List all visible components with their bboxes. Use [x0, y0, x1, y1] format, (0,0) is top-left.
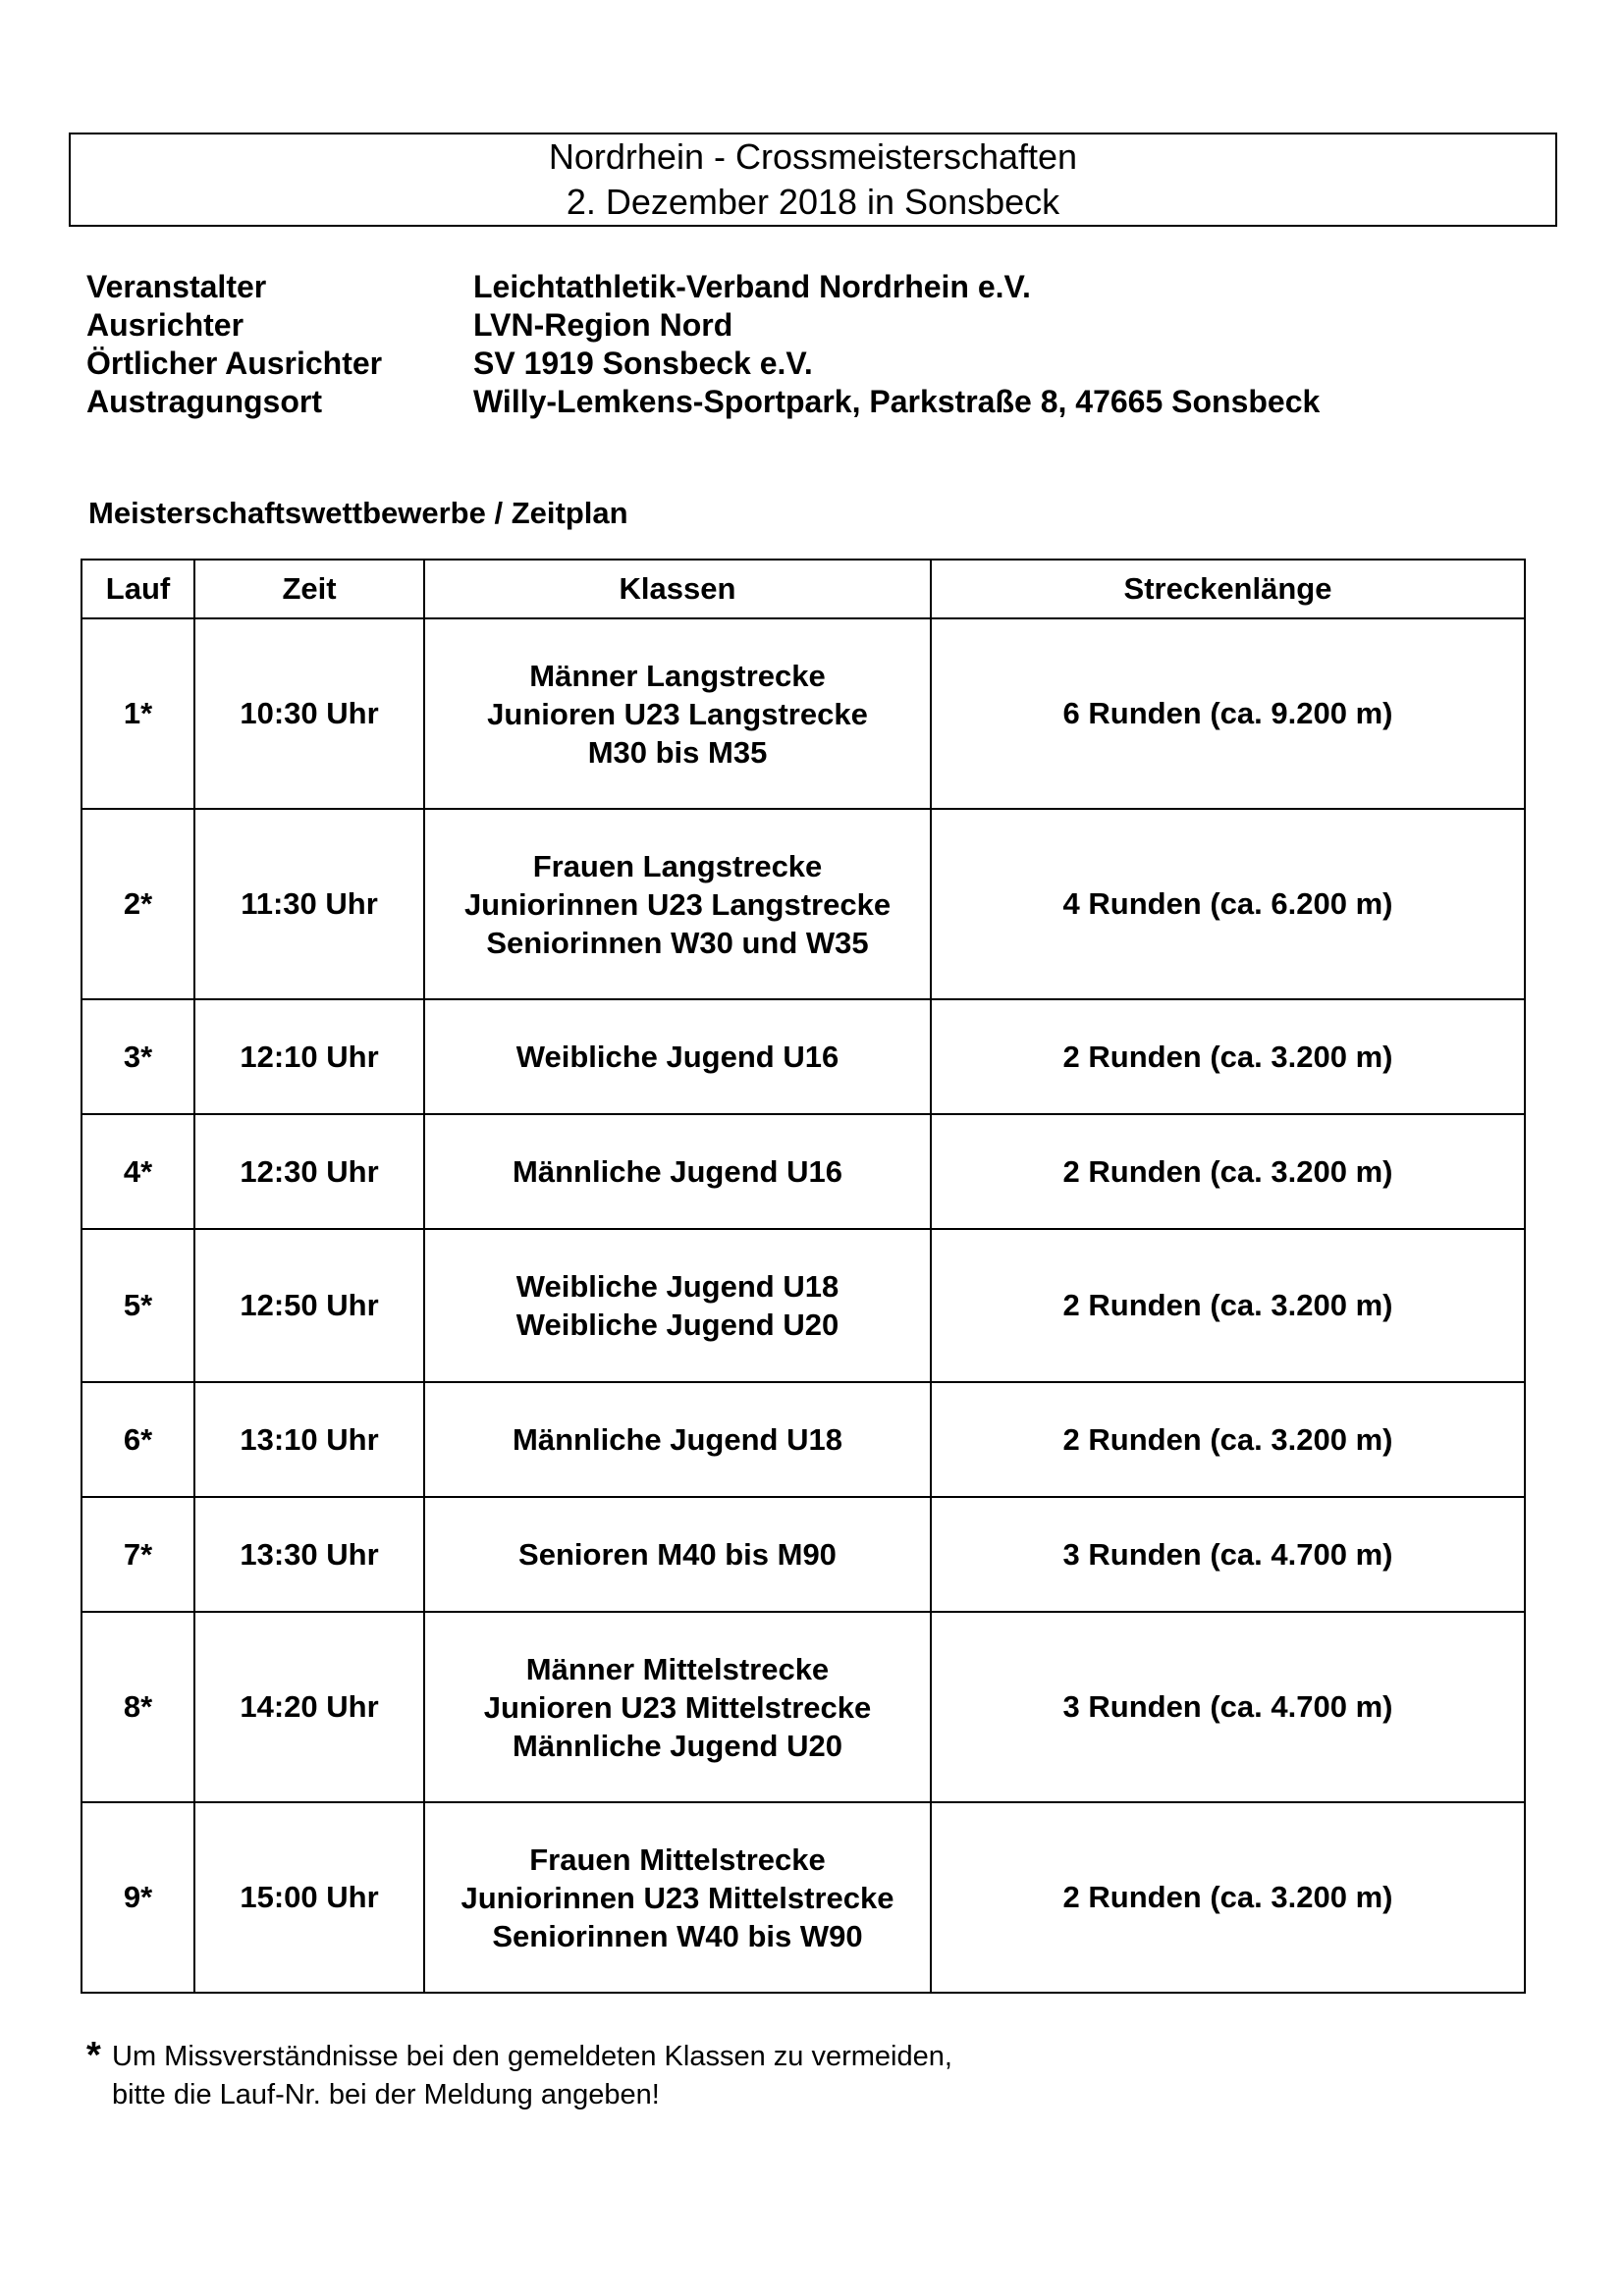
cell-lauf: 8*: [81, 1612, 194, 1802]
table-row: [81, 618, 1525, 809]
footnote-line-1: Um Missverständnisse bei den gemeldeten Klassen zu vermeiden,: [112, 2041, 952, 2072]
cell-klassen: [424, 1229, 931, 1382]
klasse-line: M30 bis M35: [587, 734, 768, 770]
klasse-line: Frauen Mittelstrecke: [529, 1842, 826, 1877]
klasse-line: Weibliche Jugend U16: [515, 1040, 839, 1074]
cell-lauf: 4*: [81, 1114, 194, 1229]
cell-lauf: 9*: [81, 1802, 194, 1993]
section-title: Meisterschaftswettbewerbe / Zeitplan: [88, 496, 628, 530]
cell-strecke: 2 Runden (ca. 3.200 m): [931, 1229, 1525, 1382]
klasse-line: Juniorinnen U23 Mittelstrecke: [460, 1880, 894, 1915]
info-label: Austragungsort: [86, 384, 322, 419]
event-info: [86, 268, 1320, 421]
cell-klassen: [424, 999, 931, 1114]
cell-klassen: [424, 1382, 931, 1497]
cell-strecke: 3 Runden (ca. 4.700 m): [931, 1612, 1525, 1802]
table-row: [81, 809, 1525, 999]
table-row: [81, 1229, 1525, 1382]
info-row-austragungsort: [86, 383, 1320, 421]
cell-klassen: [424, 618, 931, 809]
cell-zeit: 13:10 Uhr: [194, 1382, 424, 1497]
table-row: [81, 1612, 1525, 1802]
cell-strecke: 2 Runden (ca. 3.200 m): [931, 1802, 1525, 1993]
klasse-line: Seniorinnen W40 bis W90: [492, 1918, 863, 1953]
info-label: Ausrichter: [86, 307, 244, 343]
footnote-text: [112, 2038, 952, 2114]
cell-zeit: 12:10 Uhr: [194, 999, 424, 1114]
cell-zeit: 12:50 Uhr: [194, 1229, 424, 1382]
info-row-ausrichter: [86, 306, 1320, 345]
klasse-line: Seniorinnen W30 und W35: [486, 925, 869, 960]
cell-lauf: 3*: [81, 999, 194, 1114]
klasse-line: Frauen Langstrecke: [532, 848, 823, 883]
title-line-2: 2. Dezember 2018 in Sonsbeck: [566, 182, 1060, 222]
klasse-line: Senioren M40 bis M90: [518, 1537, 837, 1572]
header-streckenlaenge: Streckenlänge: [931, 560, 1525, 618]
cell-strecke: 2 Runden (ca. 3.200 m): [931, 999, 1525, 1114]
klasse-line: Männer Langstrecke: [529, 658, 826, 693]
cell-strecke: 4 Runden (ca. 6.200 m): [931, 809, 1525, 999]
cell-zeit: 12:30 Uhr: [194, 1114, 424, 1229]
info-value: LVN-Region Nord: [473, 307, 733, 343]
table-row: [81, 999, 1525, 1114]
cell-zeit: 11:30 Uhr: [194, 809, 424, 999]
cell-klassen: [424, 1802, 931, 1993]
cell-lauf: 2*: [81, 809, 194, 999]
cell-lauf: 6*: [81, 1382, 194, 1497]
cell-klassen: [424, 1114, 931, 1229]
footnote: [86, 2035, 952, 2114]
cell-strecke: 6 Runden (ca. 9.200 m): [931, 618, 1525, 809]
cell-klassen: [424, 809, 931, 999]
footnote-marker: *: [86, 2035, 101, 2076]
title-line-1: Nordrhein - Crossmeisterschaften: [548, 136, 1078, 177]
header-zeit: Zeit: [194, 560, 424, 618]
table-row: [81, 1497, 1525, 1612]
cell-strecke: 3 Runden (ca. 4.700 m): [931, 1497, 1525, 1612]
table-header-row: [81, 560, 1525, 618]
klasse-line: Junioren U23 Langstrecke: [487, 696, 868, 731]
cell-lauf: 1*: [81, 618, 194, 809]
cell-lauf: 7*: [81, 1497, 194, 1612]
klasse-line: Männliche Jugend U16: [513, 1154, 842, 1189]
table-row: [81, 1114, 1525, 1229]
footnote-line-2: bitte die Lauf-Nr. bei der Meldung angeben!: [112, 2079, 660, 2110]
header-klassen: Klassen: [424, 560, 931, 618]
cell-zeit: 13:30 Uhr: [194, 1497, 424, 1612]
header-lauf: Lauf: [81, 560, 194, 618]
cell-lauf: 5*: [81, 1229, 194, 1382]
schedule-table: [81, 559, 1526, 1994]
cell-strecke: 2 Runden (ca. 3.200 m): [931, 1114, 1525, 1229]
cell-zeit: 10:30 Uhr: [194, 618, 424, 809]
klasse-line: Juniorinnen U23 Langstrecke: [463, 886, 892, 922]
info-value: Leichtathletik-Verband Nordrhein e.V.: [473, 269, 1031, 304]
cell-zeit: 15:00 Uhr: [194, 1802, 424, 1993]
klasse-line: Männer Mittelstrecke: [525, 1651, 830, 1686]
info-label: Veranstalter: [86, 269, 267, 304]
cell-klassen: [424, 1612, 931, 1802]
klasse-line: Männliche Jugend U18: [513, 1422, 842, 1457]
cell-klassen: [424, 1497, 931, 1612]
info-value: Willy-Lemkens-Sportpark, Parkstraße 8, 47665 Sonsbeck: [473, 384, 1321, 419]
info-row-oertlicher-ausrichter: [86, 345, 1320, 383]
table-row: [81, 1382, 1525, 1497]
klasse-line: Weibliche Jugend U18: [515, 1269, 839, 1304]
info-value: SV 1919 Sonsbeck e.V.: [473, 346, 813, 381]
document-title-box: [69, 133, 1557, 227]
klasse-line: Weibliche Jugend U20: [515, 1308, 839, 1342]
cell-zeit: 14:20 Uhr: [194, 1612, 424, 1802]
table-row: [81, 1802, 1525, 1993]
klasse-line: Junioren U23 Mittelstrecke: [483, 1689, 872, 1725]
info-row-veranstalter: [86, 268, 1320, 306]
info-label: Örtlicher Ausrichter: [86, 346, 383, 381]
cell-strecke: 2 Runden (ca. 3.200 m): [931, 1382, 1525, 1497]
klasse-line: Männliche Jugend U20: [513, 1728, 842, 1763]
